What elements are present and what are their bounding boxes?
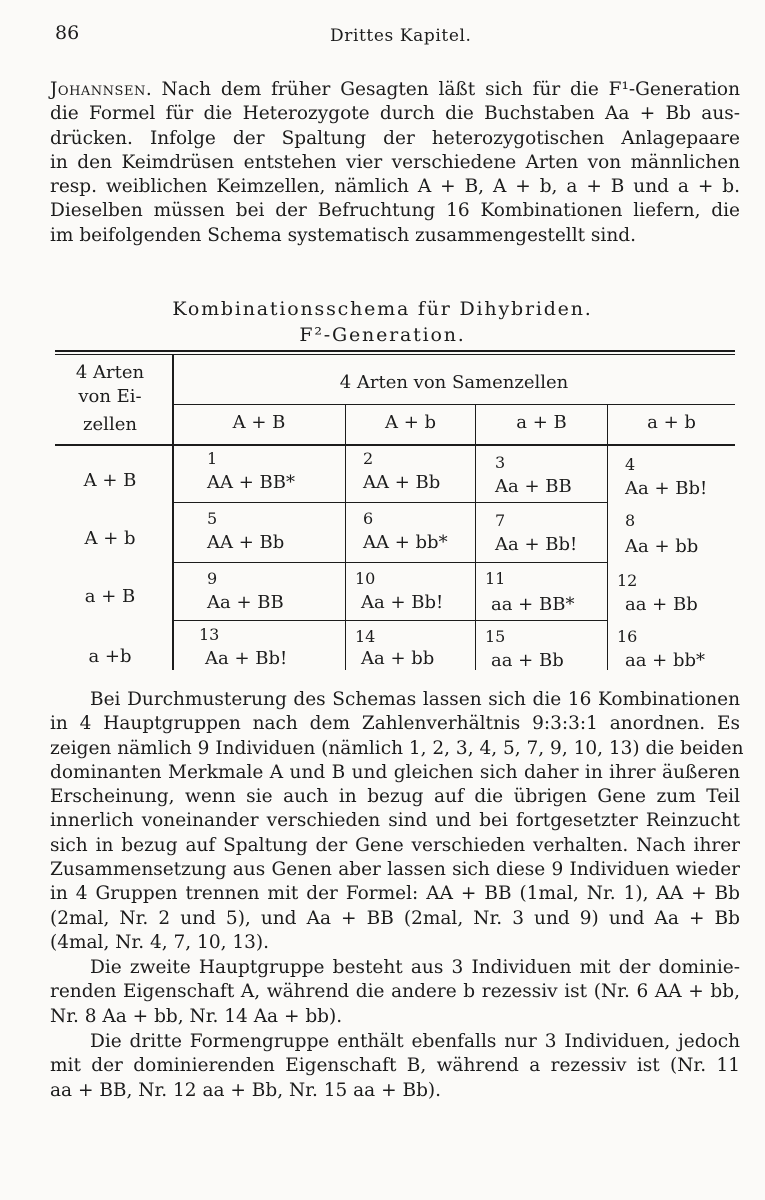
text-line: Erscheinung, wenn sie auch in bezug auf die übrigen Gene zum Teil (50, 786, 740, 808)
column-rule (607, 404, 608, 670)
text-line: Zusammensetzung aus Genen aber lassen sich diese 9 Individuen wieder (50, 859, 740, 881)
row-rule (173, 562, 607, 563)
body-paragraph (50, 956, 740, 1029)
cell-number: 9 (207, 569, 218, 588)
text-line: Bei Durchmusterung des Schemas lassen sich die 16 Kombinationen (90, 689, 740, 710)
combination-table (55, 342, 735, 672)
text-line: die Formel für die Heterozygote durch die Buchstaben Aa + Bb aus- (50, 103, 740, 125)
text-line: innerlich voneinander verschieden sind und bei fortgesetzter Reinzucht (50, 810, 740, 832)
table-subtitle: F²-Generation. (299, 324, 466, 346)
cell-formula: aa + Bb (491, 650, 564, 671)
cell-formula: AA + bb* (363, 532, 448, 553)
cell-number: 3 (495, 453, 506, 472)
row-header-line: zellen (83, 414, 137, 435)
body-paragraph (50, 1030, 740, 1103)
column-header: A + B (232, 412, 286, 433)
column-rule (475, 404, 476, 670)
page-header (55, 22, 705, 52)
text-line: aa + BB, Nr. 12 aa + Bb, Nr. 15 aa + Bb). (50, 1079, 442, 1101)
stub-column-rule (172, 354, 174, 670)
cell-number: 13 (199, 625, 220, 644)
text-line: Dieselben müssen bei der Befruchtung 16 Kombinationen liefern, die (50, 200, 740, 222)
table-top-rule (55, 350, 735, 352)
cell-formula: aa + BB* (491, 594, 575, 615)
cell-formula: Aa + Bb! (205, 648, 288, 669)
column-header: a + b (647, 412, 696, 433)
table-title: Kombinationsschema für Dihybriden. (172, 298, 593, 320)
cell-formula: Aa + Bb! (625, 478, 708, 499)
cell-formula: AA + Bb (363, 472, 441, 493)
row-rule (173, 502, 607, 503)
running-head: Drittes Kapitel. (330, 26, 472, 46)
cell-number: 1 (207, 449, 218, 468)
cell-number: 6 (363, 509, 374, 528)
text-line: Nr. 8 Aa + bb, Nr. 14 Aa + bb). (50, 1005, 343, 1027)
text-line: Die dritte Formengruppe enthält ebenfalls nur 3 Individuen, jedoch (90, 1031, 740, 1052)
cell-formula: Aa + Bb! (495, 534, 578, 555)
body-paragraph (50, 688, 744, 955)
cell-formula: Aa + BB (495, 476, 572, 497)
cell-number: 15 (485, 627, 506, 646)
text-line: zeigen nämlich 9 Individuen (nämlich 1, 2, 3, 4, 5, 7, 9, 10, 13) die beiden (50, 737, 744, 759)
table-top-rule (55, 354, 735, 355)
text-line: dominanten Merkmale A und B und gleichen sich daher in ihrer äußeren (50, 761, 740, 783)
text-line: mit der dominierenden Eigenschaft B, während a rezessiv ist (Nr. 11 (50, 1055, 740, 1077)
row-rule (173, 620, 607, 621)
cell-number: 14 (355, 627, 376, 646)
cell-formula: aa + Bb (625, 594, 698, 615)
column-rule (345, 404, 346, 670)
cell-number: 10 (355, 569, 376, 588)
cell-number: 11 (485, 569, 506, 588)
row-label: a +b (88, 646, 132, 667)
row-label: A + B (83, 470, 137, 491)
cell-number: 7 (495, 511, 506, 530)
intro-paragraph (50, 78, 740, 248)
cell-number: 5 (207, 509, 218, 528)
cell-number: 12 (617, 571, 638, 590)
row-label: A + b (84, 528, 136, 549)
cell-number: 8 (625, 511, 636, 530)
text-line: resp. weiblichen Keimzellen, nämlich A + B, A + b, a + B und a + b. (50, 176, 740, 198)
text-line: sich in bezug auf Spaltung der Gene verschieden verhalten. Nach ihrer (50, 834, 740, 856)
text-line: Johannsen. Nach dem früher Gesagten läßt sich für die F¹-Generation (50, 79, 740, 100)
text-line: in den Keimdrüsen entstehen vier verschiedene Arten von männlichen (50, 151, 740, 173)
cell-formula: Aa + BB (207, 592, 284, 613)
text-line: drücken. Infolge der Spaltung der heterozygotischen Anlagepaare (50, 127, 740, 149)
column-header: A + b (384, 412, 437, 433)
column-header: a + B (516, 412, 567, 433)
cell-formula: aa + bb* (625, 650, 706, 671)
text-line: in 4 Hauptgruppen nach dem Zahlenverhältnis 9:3:3:1 anordnen. Es (50, 713, 740, 735)
row-header-line: 4 Arten (75, 362, 145, 383)
text-line: (4mal, Nr. 4, 7, 10, 13). (50, 931, 270, 953)
column-group-header: 4 Arten von Samenzellen (339, 372, 569, 393)
row-header-line: von Ei- (78, 386, 142, 407)
cell-formula: Aa + bb (361, 648, 435, 669)
cell-number: 16 (617, 627, 638, 646)
cell-formula: Aa + Bb! (361, 592, 444, 613)
cell-number: 4 (625, 455, 636, 474)
text-line: (2mal, Nr. 2 und 5), und Aa + BB (2mal, Nr. 3 und 9) und Aa + Bb (50, 907, 740, 929)
row-label: a + B (84, 586, 136, 607)
cell-number: 2 (363, 449, 374, 468)
page-number: 86 (55, 22, 80, 44)
cell-formula: AA + BB* (207, 472, 295, 493)
text-line: im beifolgenden Schema systematisch zusammengestellt sind. (50, 224, 636, 246)
text-line: Die zweite Hauptgruppe besteht aus 3 Individuen mit der dominie- (90, 957, 740, 978)
column-header-rule (173, 404, 735, 405)
text-line: in 4 Gruppen trennen mit der Formel: AA + BB (1mal, Nr. 1), AA + Bb (50, 883, 740, 905)
cell-formula: AA + Bb (207, 532, 285, 553)
header-bottom-rule (55, 444, 735, 446)
text-line: renden Eigenschaft A, während die andere b rezessiv ist (Nr. 6 AA + bb, (50, 981, 740, 1003)
cell-formula: Aa + bb (625, 536, 699, 557)
